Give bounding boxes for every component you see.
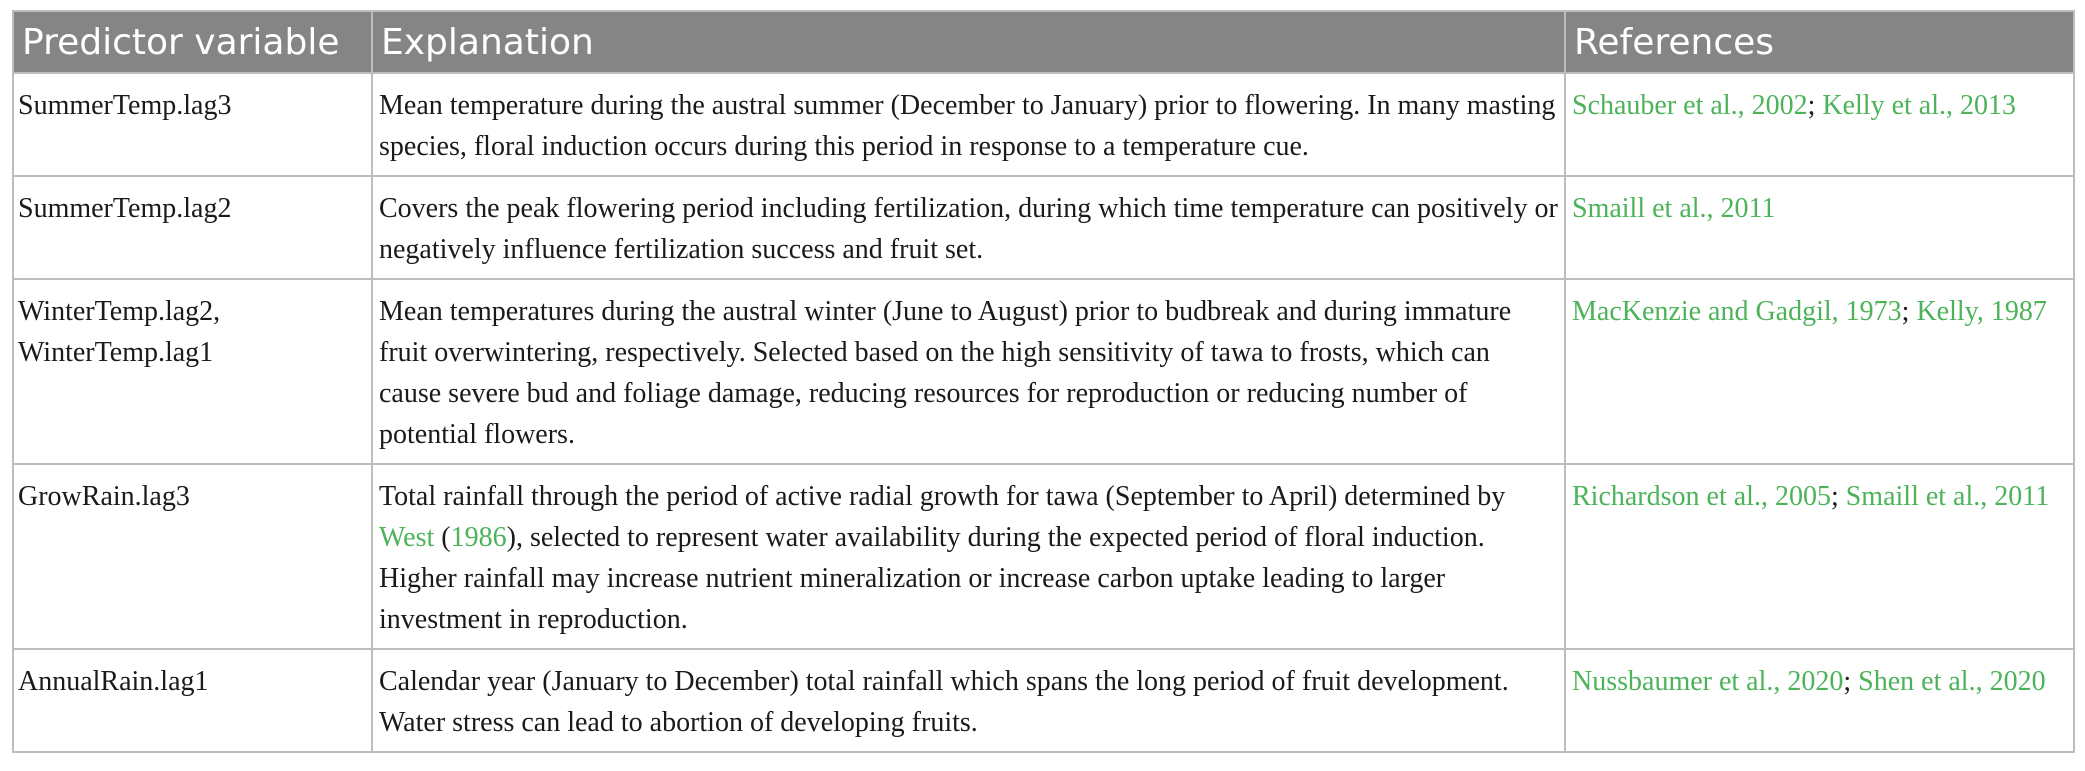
explanation-cell: Mean temperatures during the austral winter (June to August) prior to budbreak and during immature fruit overwintering, respectively. Selected based on the high sensitivity of tawa to frosts, which can cause severe bud and foliage damage, reducing resources for reproduction or reducing number of potential flowers. (372, 279, 1565, 464)
header-predictor-variable: Predictor variable (13, 11, 372, 73)
predictor-table (12, 10, 2075, 753)
inline-reference-year[interactable]: 1986 (450, 522, 507, 553)
table-body (13, 73, 2074, 752)
table-row (13, 176, 2074, 279)
reference-link[interactable]: Shen et al., 2020 (1858, 666, 2046, 697)
reference-separator: ; (1807, 90, 1823, 121)
reference-link[interactable]: Kelly et al., 2013 (1822, 90, 2016, 121)
explanation-cell: Mean temperature during the austral summer (December to January) prior to flowering. In many masting species, floral induction occurs during this period in response to a temperature cue. (372, 73, 1565, 176)
table-row (13, 279, 2074, 464)
reference-link[interactable]: Nussbaumer et al., 2020 (1572, 666, 1844, 697)
explanation-cell (372, 464, 1565, 649)
table-wrapper (12, 10, 2073, 753)
table-row (13, 464, 2074, 649)
references-cell (1565, 176, 2074, 279)
explanation-text: Total rainfall through the period of active radial growth for tawa (September to April) determined by (379, 481, 1506, 512)
table-row (13, 649, 2074, 752)
reference-link[interactable]: Richardson et al., 2005 (1572, 481, 1831, 512)
explanation-cell: Covers the peak flowering period including fertilization, during which time temperature can positively or negatively influence fertilization success and fruit set. (372, 176, 1565, 279)
reference-link[interactable]: Smaill et al., 2011 (1845, 481, 2050, 512)
explanation-text: ( (434, 522, 451, 553)
references-cell (1565, 73, 2074, 176)
references-cell (1565, 279, 2074, 464)
header-references: References (1565, 11, 2074, 73)
reference-link[interactable]: Schauber et al., 2002 (1572, 90, 1808, 121)
reference-link[interactable]: Kelly, 1987 (1916, 296, 2047, 327)
predictor-cell: SummerTemp.lag3 (13, 73, 372, 176)
inline-reference-author[interactable]: West (379, 522, 435, 553)
predictor-cell: GrowRain.lag3 (13, 464, 372, 649)
predictor-cell: SummerTemp.lag2 (13, 176, 372, 279)
reference-link[interactable]: Smaill et al., 2011 (1572, 193, 1776, 224)
header-row (13, 11, 2074, 73)
explanation-text: ), selected to represent water availability during the expected period of floral induction. Higher rainfall may increase nutrient mineralization or increase carbon uptake leading to larger investment in reproduction. (379, 522, 1485, 635)
reference-link[interactable]: MacKenzie and Gadgil, 1973 (1572, 296, 1902, 327)
references-cell (1565, 464, 2074, 649)
references-cell (1565, 649, 2074, 752)
reference-separator: ; (1901, 296, 1917, 327)
explanation-cell: Calendar year (January to December) total rainfall which spans the long period of fruit development. Water stress can lead to abortion of developing fruits. (372, 649, 1565, 752)
table-row (13, 73, 2074, 176)
header-explanation: Explanation (372, 11, 1565, 73)
reference-separator: ; (1843, 666, 1859, 697)
table-header (13, 11, 2074, 73)
predictor-cell: WinterTemp.lag2, WinterTemp.lag1 (13, 279, 372, 464)
predictor-cell: AnnualRain.lag1 (13, 649, 372, 752)
reference-separator: ; (1830, 481, 1846, 512)
